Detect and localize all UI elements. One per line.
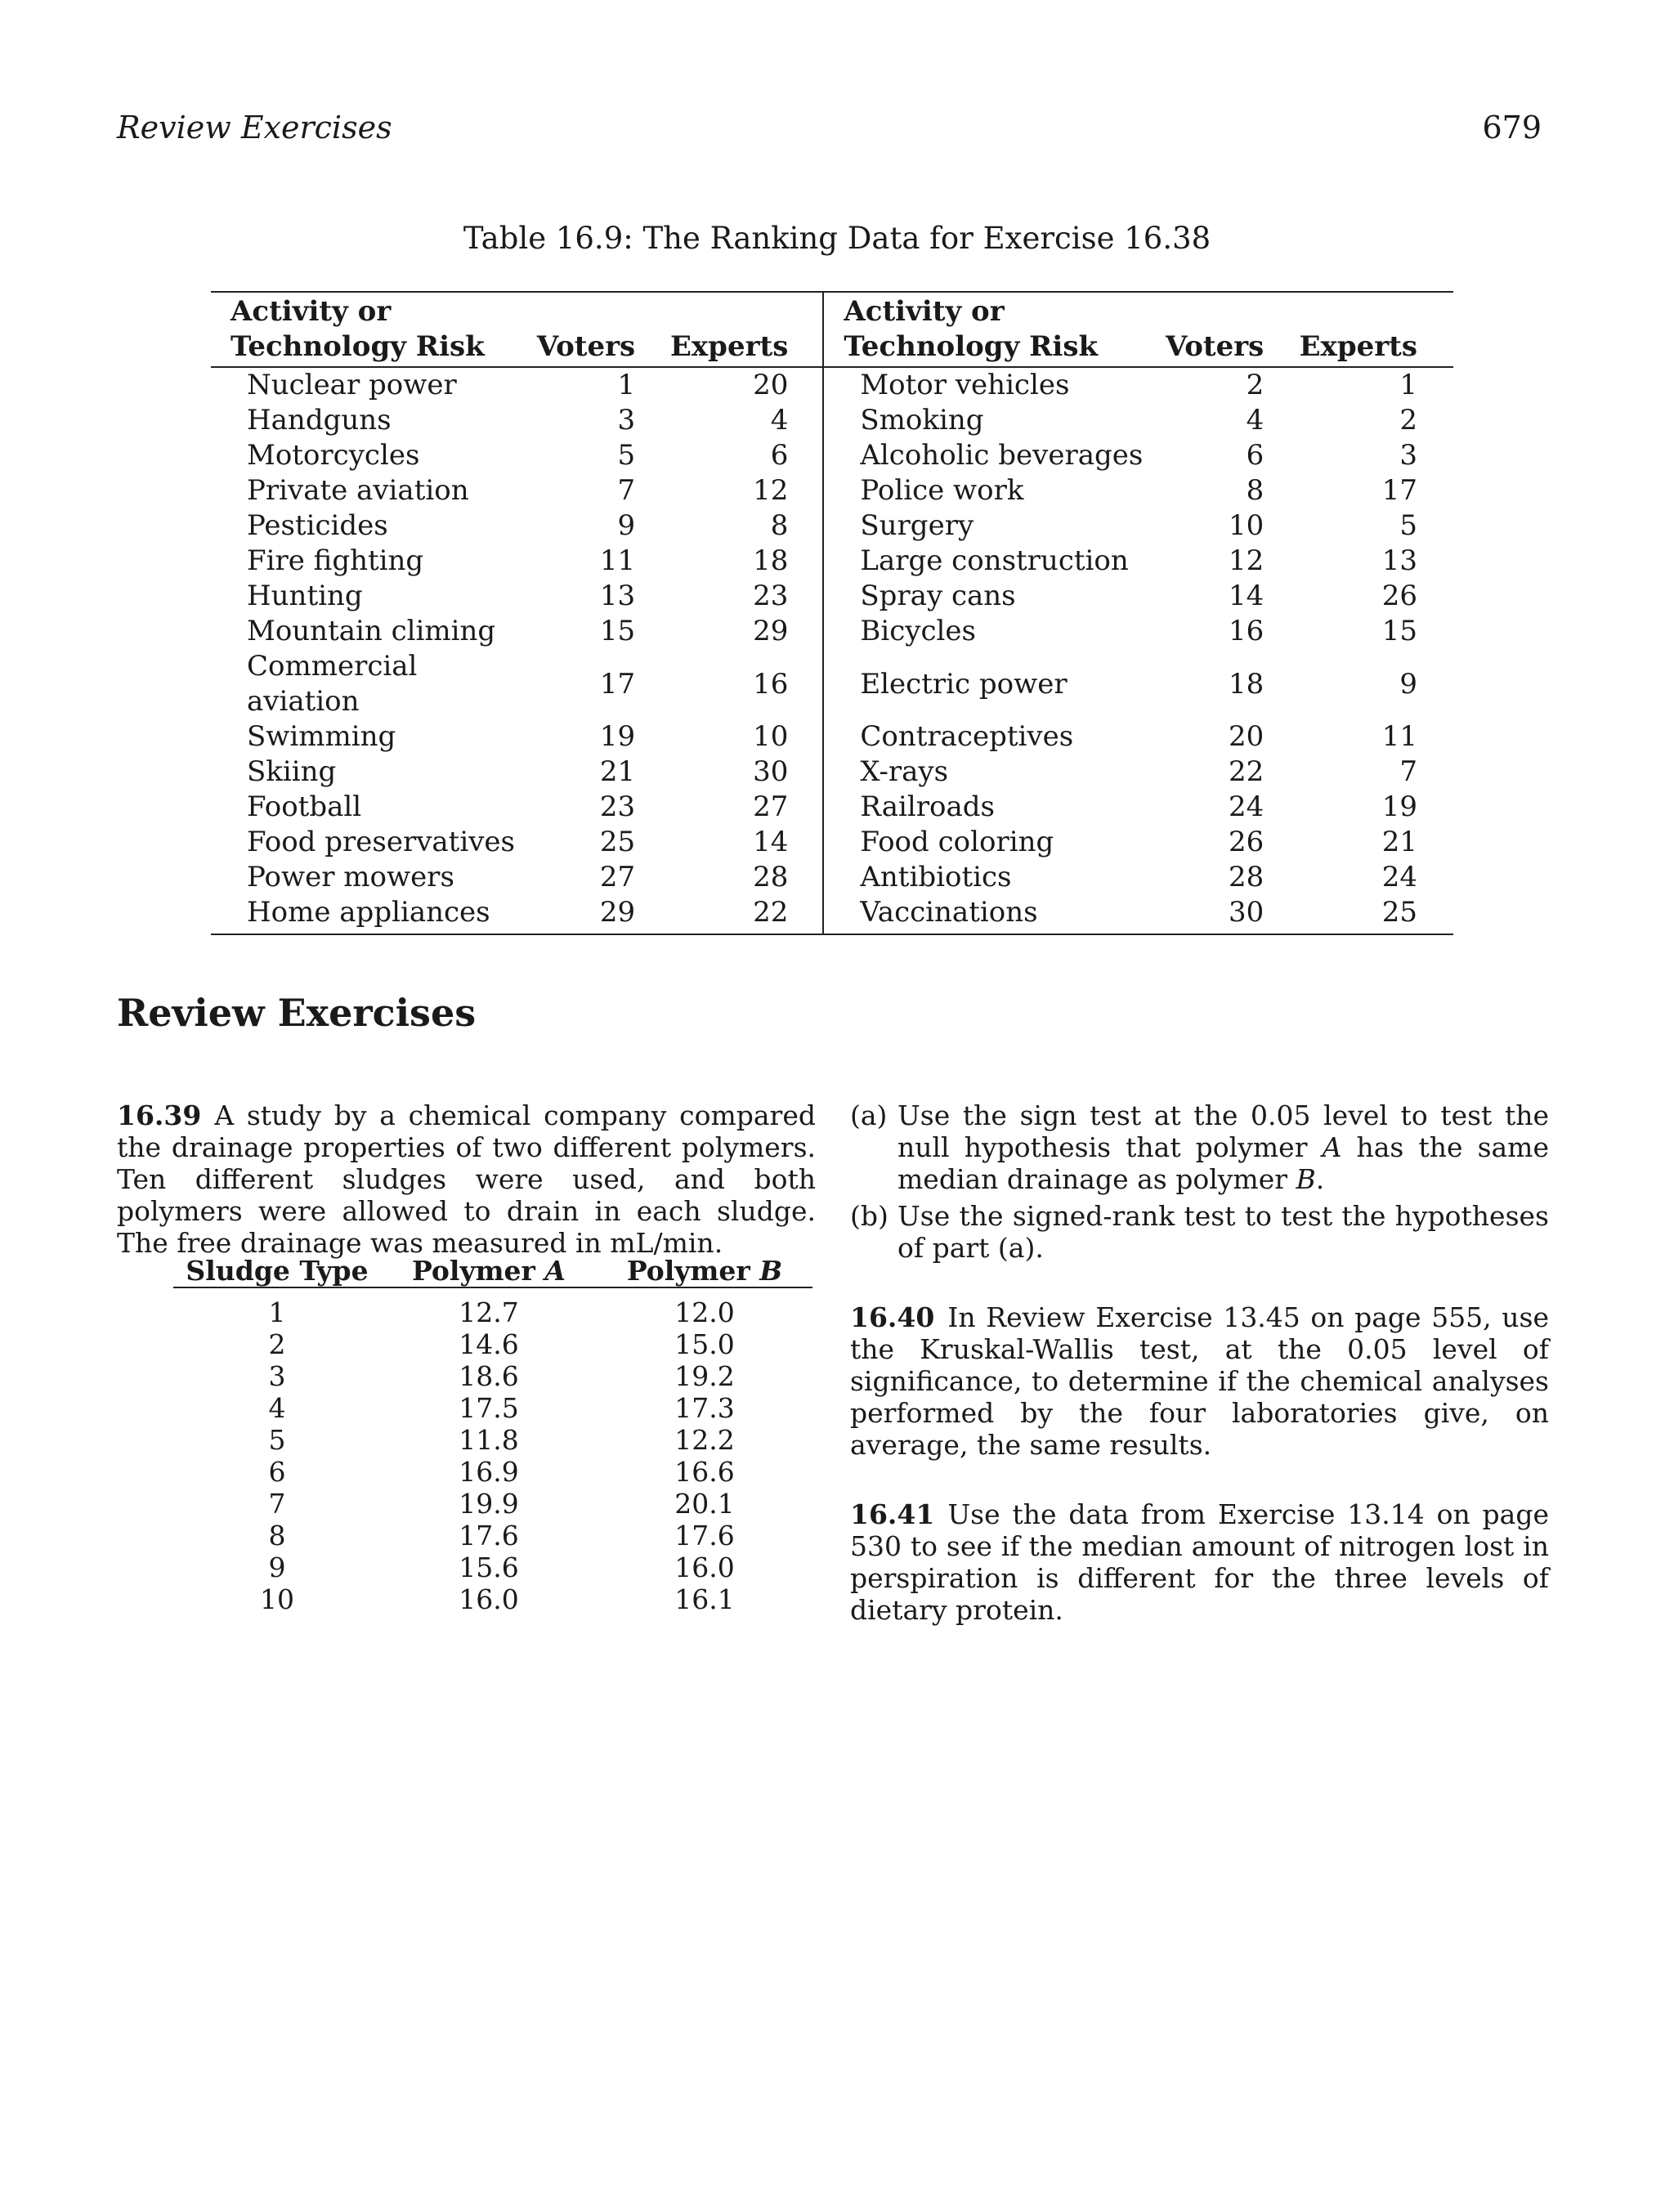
polymer-b-cell: 17.6 [674, 1520, 735, 1552]
activity-cell: Large construction [823, 544, 1148, 579]
polymer-b-cell: 17.3 [674, 1392, 735, 1424]
table-row [211, 790, 1453, 825]
voters-cell: 26 [1229, 826, 1264, 858]
experts-cell: 1 [1399, 369, 1417, 401]
sludge-cell: 2 [268, 1328, 286, 1360]
sludge-cell: 8 [268, 1520, 286, 1552]
table-row [211, 508, 1453, 544]
activity-cell: Bicycles [823, 614, 1148, 649]
exercise-number: 16.41 [850, 1498, 935, 1530]
activity-cell: Home appliances [211, 895, 528, 934]
activity-cell: Nuclear power [247, 369, 457, 401]
right-column [850, 1099, 1549, 1626]
activity-cell: Motor vehicles [823, 367, 1148, 403]
sludge-cell: 10 [260, 1583, 294, 1615]
experts-cell: 24 [1381, 861, 1417, 893]
activity-cell: Food preservatives [247, 826, 515, 858]
experts-cell: 4 [770, 404, 789, 437]
voters-cell: 9 [617, 509, 636, 542]
voters-cell: 28 [1229, 861, 1264, 893]
experts-cell: 25 [1278, 895, 1453, 934]
polymer-a-cell: 12.7 [459, 1296, 519, 1328]
table-row [211, 473, 1453, 508]
exercise-text: In Review Exercise 13.45 on page 555, use the Kruskal-Wallis test, at the 0.05 level of significance, to determine if the chemical analyses performed by the four laboratories give, on average, the same results. [850, 1301, 1549, 1461]
polymer-a-cell: 16.0 [459, 1583, 519, 1615]
exercise-number: 16.39 [117, 1099, 202, 1131]
sludge-cell: 9 [268, 1552, 286, 1583]
activity-cell: X-rays [823, 754, 1148, 790]
experts-cell: 17 [1381, 474, 1417, 507]
table-row [173, 1424, 812, 1456]
header-polymer-a: Polymer A [381, 1255, 597, 1287]
activity-cell: Alcoholic beverages [823, 438, 1148, 473]
experts-cell: 22 [647, 895, 823, 934]
activity-cell: Vaccinations [823, 895, 1148, 934]
voters-cell: 7 [617, 474, 636, 507]
voters-cell: 25 [599, 826, 636, 858]
voters-cell: 12 [1229, 544, 1264, 577]
activity-cell: Antibiotics [823, 860, 1148, 895]
table-row [211, 438, 1453, 473]
voters-cell: 5 [617, 439, 636, 472]
experts-cell: 12 [753, 474, 789, 507]
experts-cell: 2 [1399, 404, 1417, 437]
table-row [211, 754, 1453, 790]
experts-cell: 28 [753, 861, 789, 893]
voters-cell: 29 [528, 895, 647, 934]
voters-cell: 1 [617, 369, 636, 401]
activity-cell: Swimming [247, 720, 396, 753]
table-row [211, 825, 1453, 860]
experts-cell: 20 [753, 369, 789, 401]
polymer-a-cell: 14.6 [459, 1328, 519, 1360]
voters-cell: 3 [617, 404, 636, 437]
experts-cell: 6 [770, 439, 789, 472]
table-row [211, 860, 1453, 895]
voters-cell: 30 [1148, 895, 1278, 934]
exercise-text: Use the data from Exercise 13.14 on page 530 to see if the median amount of nitrogen lost in perspiration is different for the three levels of dietary protein. [850, 1498, 1549, 1626]
experts-cell: 21 [1381, 826, 1417, 858]
header-experts-left: Experts [647, 293, 823, 367]
voters-cell: 27 [599, 861, 636, 893]
exercise-16-41 [850, 1498, 1549, 1626]
experts-cell: 27 [753, 790, 789, 823]
section-title: Review Exercises [117, 991, 477, 1035]
table-row [211, 579, 1453, 614]
header-sludge-type: Sludge Type [173, 1255, 381, 1287]
table-row [173, 1287, 812, 1328]
voters-cell: 4 [1246, 404, 1264, 437]
voters-cell: 20 [1229, 720, 1264, 753]
header-activity-left: Activity or Technology Risk [211, 293, 528, 367]
polymer-b-cell: 20.1 [674, 1488, 735, 1520]
experts-cell: 3 [1399, 439, 1417, 472]
header-polymer-b: Polymer B [597, 1255, 812, 1287]
voters-cell: 18 [1229, 667, 1264, 701]
activity-cell: Fire fighting [247, 544, 424, 577]
voters-cell: 6 [1246, 439, 1264, 472]
exercise-16-40 [850, 1301, 1549, 1461]
voters-cell: 8 [1246, 474, 1264, 507]
activity-cell: Private aviation [247, 474, 469, 507]
voters-cell: 23 [599, 790, 636, 823]
table-row [173, 1360, 812, 1392]
experts-cell: 19 [1381, 790, 1417, 823]
experts-cell: 9 [1399, 667, 1417, 701]
activity-cell: Smoking [823, 403, 1148, 438]
table-row [211, 403, 1453, 438]
polymer-a-cell: 16.9 [459, 1456, 519, 1488]
voters-cell: 15 [599, 615, 636, 647]
voters-cell: 17 [599, 667, 636, 701]
table-row [211, 367, 1453, 403]
activity-cell: Skiing [247, 755, 337, 788]
table-row [173, 1552, 812, 1583]
experts-cell: 15 [1381, 615, 1417, 647]
sludge-cell: 1 [268, 1296, 286, 1328]
polymer-b-cell: 12.0 [674, 1296, 735, 1328]
activity-cell: Surgery [823, 508, 1148, 544]
activity-cell: Football [247, 790, 362, 823]
table-row [211, 649, 1453, 719]
table-row [173, 1583, 812, 1615]
header-voters-left: Voters [528, 293, 647, 367]
polymer-a-cell: 17.6 [459, 1520, 519, 1552]
activity-cell: Commercial aviation [247, 650, 418, 718]
exercise-text: A study by a chemical company compared the drainage properties of two different polymers. Ten different sludges were used, and both polymers were allowed to drain in each sludge. The free drainage was measured in mL/min. [117, 1099, 816, 1259]
experts-cell: 14 [753, 826, 789, 858]
experts-cell: 16 [753, 667, 789, 701]
sludge-cell: 6 [268, 1456, 286, 1488]
sludge-cell: 7 [268, 1488, 286, 1520]
table-row [211, 614, 1453, 649]
activity-cell: Police work [823, 473, 1148, 508]
activity-cell: Handguns [247, 404, 392, 437]
polymer-b-cell: 19.2 [674, 1360, 735, 1392]
page-number: 679 [1482, 110, 1542, 146]
sludge-cell: 5 [268, 1424, 286, 1456]
exercise-number: 16.40 [850, 1301, 935, 1333]
experts-cell: 30 [753, 755, 789, 788]
activity-cell: Spray cans [823, 579, 1148, 614]
header-voters-right: Voters [1148, 293, 1278, 367]
experts-cell: 18 [753, 544, 789, 577]
exercise-16-39 [117, 1099, 816, 1259]
voters-cell: 10 [1229, 509, 1264, 542]
experts-cell: 13 [1381, 544, 1417, 577]
polymer-a-cell: 18.6 [459, 1360, 519, 1392]
polymer-b-cell: 16.1 [674, 1583, 735, 1615]
experts-cell: 29 [753, 615, 789, 647]
header-experts-right: Experts [1278, 293, 1453, 367]
polymer-a-cell: 19.9 [459, 1488, 519, 1520]
polymer-b-cell: 15.0 [674, 1328, 735, 1360]
activity-cell: Hunting [247, 580, 363, 612]
table-row [173, 1392, 812, 1424]
table-row [211, 719, 1453, 754]
voters-cell: 11 [599, 544, 636, 577]
part-a: (a) Use the sign test at the 0.05 level to test the null hypothesis that polymer A has the same median drainage as polymer B. [850, 1099, 1550, 1195]
table-row [173, 1456, 812, 1488]
voters-cell: 16 [1229, 615, 1264, 647]
table-row [211, 544, 1453, 579]
voters-cell: 22 [1229, 755, 1264, 788]
polymer-a-cell: 15.6 [459, 1552, 519, 1583]
experts-cell: 7 [1399, 755, 1417, 788]
ranking-table [211, 291, 1453, 935]
voters-cell: 24 [1229, 790, 1264, 823]
voters-cell: 19 [599, 720, 636, 753]
voters-cell: 2 [1246, 369, 1264, 401]
table-row [173, 1488, 812, 1520]
table-row [211, 895, 1453, 934]
polymer-a-cell: 17.5 [459, 1392, 519, 1424]
voters-cell: 14 [1229, 580, 1264, 612]
activity-cell: Food coloring [823, 825, 1148, 860]
polymer-b-cell: 16.0 [674, 1552, 735, 1583]
table-caption: Table 16.9: The Ranking Data for Exercise 16.38 [463, 221, 1211, 256]
activity-cell: Mountain climing [247, 615, 496, 647]
table-row [173, 1328, 812, 1360]
activity-cell: Motorcycles [247, 439, 420, 472]
experts-cell: 11 [1381, 720, 1417, 753]
voters-cell: 21 [599, 755, 636, 788]
activity-cell: Contraceptives [823, 719, 1148, 754]
polymer-b-cell: 16.6 [674, 1456, 735, 1488]
sludge-table [173, 1255, 812, 1615]
voters-cell: 13 [599, 580, 636, 612]
polymer-a-cell: 11.8 [459, 1424, 519, 1456]
running-header: Review Exercises [117, 110, 392, 146]
table-row [173, 1520, 812, 1552]
header-activity-right: Activity or Technology Risk [823, 293, 1148, 367]
sludge-cell: 3 [268, 1360, 286, 1392]
activity-cell: Power mowers [247, 861, 454, 893]
experts-cell: 8 [770, 509, 789, 542]
sludge-cell: 4 [268, 1392, 286, 1424]
part-b: (b) Use the signed-rank test to test the hypotheses of part (a). [850, 1200, 1549, 1264]
experts-cell: 5 [1399, 509, 1417, 542]
experts-cell: 23 [753, 580, 789, 612]
activity-cell: Railroads [823, 790, 1148, 825]
experts-cell: 26 [1381, 580, 1417, 612]
experts-cell: 10 [753, 720, 789, 753]
activity-cell: Electric power [823, 649, 1148, 719]
polymer-b-cell: 12.2 [674, 1424, 735, 1456]
activity-cell: Pesticides [247, 509, 388, 542]
